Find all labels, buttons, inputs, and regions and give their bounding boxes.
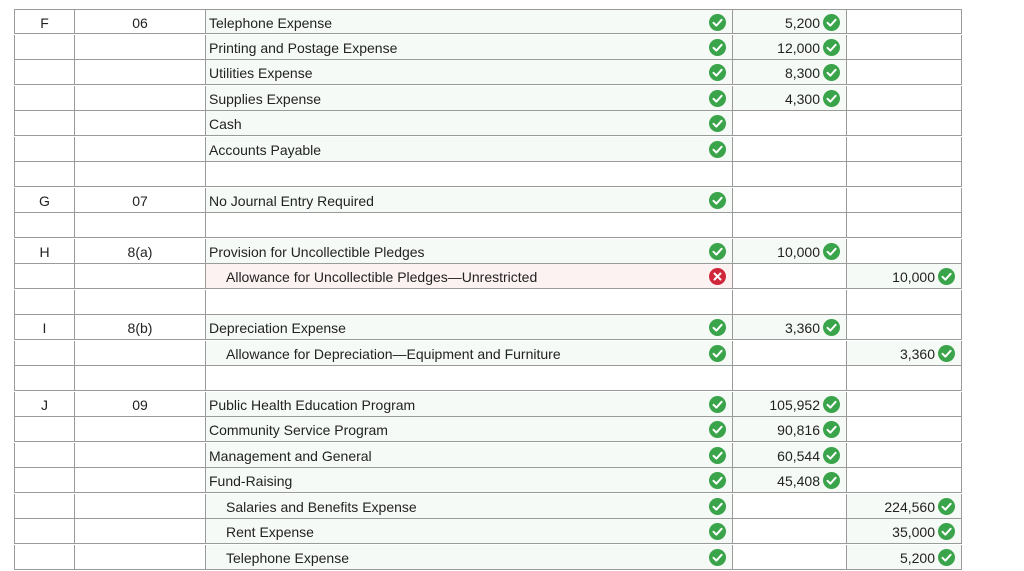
account-status [709,396,726,416]
entry-letter-cell [14,417,75,442]
account-status [709,523,726,543]
account-name: Telephone Expense [226,550,349,566]
transaction-number-cell [75,111,206,136]
credit-value: 35,000 [892,523,935,540]
entry-letter-cell [14,519,75,544]
account-status [709,549,726,569]
entry-letter-cell [14,239,75,264]
journal-row [14,392,962,417]
credit-amount-cell[interactable] [847,239,962,264]
credit-amount-cell[interactable] [847,137,962,162]
debit-amount-cell[interactable] [733,35,847,60]
entry-letter: J [41,397,48,413]
account-select-cell[interactable] [206,9,733,34]
account-name: Cash [209,116,242,132]
entry-letter-cell [14,137,75,162]
debit-value: 60,544 [777,447,820,464]
entry-letter-cell [14,264,75,289]
entry-letter-cell [14,35,75,60]
entry-letter-cell [14,188,75,213]
debit-amount-cell[interactable] [733,341,847,366]
account-name: Provision for Uncollectible Pledges [209,244,425,260]
entry-letter-cell [14,468,75,493]
debit-amount-cell[interactable] [733,264,847,289]
account-name: Depreciation Expense [209,320,346,336]
account-name: Fund-Raising [209,473,293,489]
credit-amount-cell[interactable] [847,188,962,213]
entry-letter-cell [14,341,75,366]
correct-check-icon [823,396,840,413]
entry-letter-cell [14,162,75,187]
account-status [709,345,726,365]
account-select-cell[interactable] [206,162,733,187]
account-select-cell[interactable] [206,137,733,162]
correct-check-icon [709,64,726,81]
account-select-cell[interactable] [206,264,733,289]
correct-check-icon [823,90,840,107]
credit-amount-cell[interactable] [847,519,962,544]
debit-amount-cell[interactable] [733,60,847,85]
correct-check-icon [938,345,955,362]
debit-amount-cell[interactable] [733,392,847,417]
debit-amount [785,14,840,31]
debit-value: 4,300 [784,90,820,107]
credit-amount-cell[interactable] [847,417,962,442]
debit-amount [777,243,840,260]
correct-check-icon [823,472,840,489]
entry-letter-cell [14,213,75,238]
account-select-cell[interactable] [206,519,733,544]
entry-letter: I [42,320,47,336]
credit-amount-cell[interactable] [847,60,962,85]
transaction-number-cell [75,494,206,519]
transaction-number-cell [75,417,206,442]
debit-amount [785,90,840,107]
account-status [709,115,726,135]
credit-amount [892,523,955,540]
journal-row [14,60,962,85]
journal-row [14,9,962,34]
account-name: No Journal Entry Required [209,193,374,209]
credit-amount-cell[interactable] [847,162,962,187]
correct-check-icon [709,14,726,31]
debit-amount [777,421,840,438]
account-status [709,268,726,288]
transaction-number-cell [75,86,206,111]
account-select-cell[interactable] [206,468,733,493]
credit-amount-cell[interactable] [847,545,962,570]
journal-row [14,468,962,493]
correct-check-icon [709,39,726,56]
correct-check-icon [709,498,726,515]
credit-amount-cell[interactable] [847,264,962,289]
debit-amount [769,396,840,413]
account-select-cell[interactable] [206,213,733,238]
debit-amount [785,319,840,336]
transaction-number-cell [75,392,206,417]
account-status [709,498,726,518]
debit-value: 5,200 [784,14,820,31]
transaction-number-cell [75,315,206,340]
entry-letter-cell [14,60,75,85]
journal-row [14,213,962,238]
account-name: Supplies Expense [209,91,322,107]
debit-amount-cell[interactable] [733,315,847,340]
account-name: Salaries and Benefits Expense [226,499,417,515]
correct-check-icon [709,345,726,362]
transaction-number: 07 [132,193,148,209]
debit-amount-cell[interactable] [733,290,847,315]
account-name: Rent Expense [226,524,314,540]
account-select-cell[interactable] [206,417,733,442]
debit-value: 90,816 [777,421,820,438]
transaction-number-cell [75,9,206,34]
transaction-number-cell [75,137,206,162]
account-status [709,192,726,212]
debit-amount-cell[interactable] [733,86,847,111]
credit-amount [884,498,955,515]
account-name: Allowance for Depreciation—Equipment and Furniture [226,346,561,362]
correct-check-icon [709,192,726,209]
entry-letter: G [39,193,50,209]
entry-letter-cell [14,9,75,34]
correct-check-icon [938,498,955,515]
correct-check-icon [709,447,726,464]
account-status [709,90,726,110]
credit-amount-cell[interactable] [847,9,962,34]
transaction-number: 09 [132,397,148,413]
debit-value: 12,000 [777,39,820,56]
debit-amount-cell[interactable] [733,9,847,34]
account-select-cell[interactable] [206,545,733,570]
account-status [709,447,726,467]
transaction-number: 06 [132,15,148,31]
account-status [709,243,726,263]
transaction-number-cell [75,213,206,238]
transaction-number-cell [75,35,206,60]
account-name: Allowance for Uncollectible Pledges—Unrestricted [226,269,538,285]
entry-letter: F [40,15,49,31]
debit-amount-cell[interactable] [733,494,847,519]
entry-letter-cell [14,392,75,417]
entry-letter-cell [14,315,75,340]
debit-value: 10,000 [777,243,820,260]
entry-letter-cell [14,111,75,136]
account-name: Management and General [209,448,372,464]
debit-value: 105,952 [769,396,820,413]
account-select-cell[interactable] [206,494,733,519]
transaction-number: 8(b) [127,320,153,336]
credit-amount-cell[interactable] [847,494,962,519]
correct-check-icon [823,14,840,31]
debit-amount-cell[interactable] [733,519,847,544]
credit-amount-cell[interactable] [847,468,962,493]
debit-amount [785,64,840,81]
transaction-number-cell [75,60,206,85]
debit-amount-cell[interactable] [733,188,847,213]
correct-check-icon [709,141,726,158]
entry-letter-cell [14,443,75,468]
journal-row [14,519,962,544]
credit-amount-cell[interactable] [847,290,962,315]
debit-value: 3,360 [784,319,820,336]
account-select-cell[interactable] [206,111,733,136]
debit-amount [777,447,840,464]
account-select-cell[interactable] [206,443,733,468]
credit-amount-cell[interactable] [847,315,962,340]
account-select-cell[interactable] [206,315,733,340]
correct-check-icon [709,523,726,540]
debit-amount-cell[interactable] [733,162,847,187]
credit-value: 224,560 [884,498,935,515]
credit-amount [900,549,955,566]
debit-value: 45,408 [777,472,820,489]
journal-row [14,264,962,289]
entry-letter: H [39,244,50,260]
account-select-cell[interactable] [206,60,733,85]
journal-row [14,35,962,60]
journal-row [14,188,962,213]
correct-check-icon [709,90,726,107]
account-status [709,64,726,84]
account-select-cell[interactable] [206,35,733,60]
journal-row [14,315,962,340]
transaction-number-cell [75,264,206,289]
entry-letter-cell [14,366,75,391]
correct-check-icon [938,523,955,540]
credit-value: 3,360 [899,345,935,362]
credit-amount-cell[interactable] [847,86,962,111]
debit-amount-cell[interactable] [733,417,847,442]
correct-check-icon [823,319,840,336]
debit-amount-cell[interactable] [733,111,847,136]
account-status [709,14,726,34]
account-select-cell[interactable] [206,392,733,417]
account-select-cell[interactable] [206,341,733,366]
credit-amount-cell[interactable] [847,213,962,238]
entry-letter-cell [14,290,75,315]
journal-row [14,341,962,366]
transaction-number-cell [75,239,206,264]
account-name: Printing and Postage Expense [209,40,398,56]
account-status [709,141,726,161]
transaction-number-cell [75,468,206,493]
account-select-cell[interactable] [206,366,733,391]
debit-amount-cell[interactable] [733,239,847,264]
debit-amount-cell[interactable] [733,213,847,238]
account-status [709,39,726,59]
correct-check-icon [823,39,840,56]
credit-amount-cell[interactable] [847,111,962,136]
account-name: Accounts Payable [209,142,322,158]
account-name: Utilities Expense [209,65,313,81]
journal-row [14,494,962,519]
correct-check-icon [823,64,840,81]
correct-check-icon [709,396,726,413]
debit-amount-cell[interactable] [733,137,847,162]
correct-check-icon [823,421,840,438]
correct-check-icon [938,268,955,285]
account-name: Public Health Education Program [209,397,416,413]
correct-check-icon [823,243,840,260]
transaction-number-cell [75,545,206,570]
account-name: Community Service Program [209,422,388,438]
incorrect-x-icon [709,268,726,285]
credit-amount-cell[interactable] [847,366,962,391]
journal-row [14,111,962,136]
credit-amount [900,345,955,362]
journal-row [14,443,962,468]
journal-row [14,366,962,391]
credit-amount-cell[interactable] [847,443,962,468]
account-status [709,319,726,339]
transaction-number-cell [75,443,206,468]
account-name: Telephone Expense [209,15,332,31]
correct-check-icon [709,319,726,336]
correct-check-icon [709,243,726,260]
debit-amount-cell[interactable] [733,366,847,391]
journal-row [14,162,962,187]
debit-amount-cell[interactable] [733,545,847,570]
entry-letter-cell [14,545,75,570]
transaction-number-cell [75,341,206,366]
account-select-cell[interactable] [206,86,733,111]
debit-amount-cell[interactable] [733,468,847,493]
credit-amount-cell[interactable] [847,35,962,60]
correct-check-icon [938,549,955,566]
journal-row [14,239,962,264]
credit-amount [892,268,955,285]
debit-amount-cell[interactable] [733,443,847,468]
account-select-cell[interactable] [206,290,733,315]
correct-check-icon [823,447,840,464]
journal-row [14,417,962,442]
correct-check-icon [709,549,726,566]
account-select-cell[interactable] [206,239,733,264]
transaction-number-cell [75,366,206,391]
account-status [709,472,726,492]
journal-row [14,137,962,162]
correct-check-icon [709,421,726,438]
transaction-number-cell [75,519,206,544]
debit-amount [777,39,840,56]
account-select-cell[interactable] [206,188,733,213]
transaction-number: 8(a) [127,244,153,260]
debit-value: 8,300 [784,64,820,81]
entry-letter-cell [14,494,75,519]
transaction-number-cell [75,162,206,187]
journal-row [14,86,962,111]
account-status [709,421,726,441]
entry-letter-cell [14,86,75,111]
journal-row [14,290,962,315]
credit-amount-cell[interactable] [847,341,962,366]
credit-amount-cell[interactable] [847,392,962,417]
credit-value: 5,200 [899,549,935,566]
credit-value: 10,000 [892,268,935,285]
correct-check-icon [709,472,726,489]
correct-check-icon [709,115,726,132]
transaction-number-cell [75,290,206,315]
journal-row [14,545,962,570]
transaction-number-cell [75,188,206,213]
debit-amount [777,472,840,489]
